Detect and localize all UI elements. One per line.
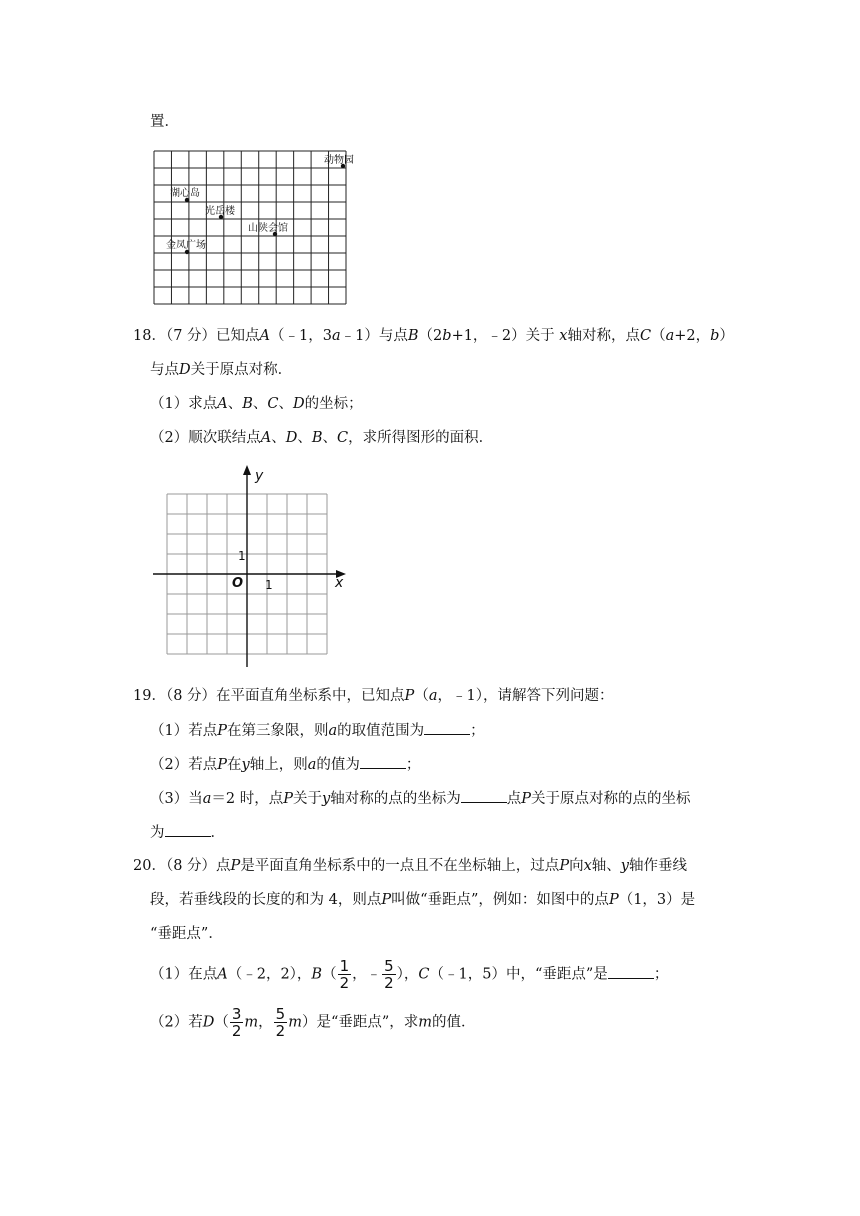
zoo-label: 动物园 — [324, 155, 354, 166]
q19-sub3-cont: 为 ． — [150, 822, 225, 843]
q20-line1: 20．（8 分）点P是平面直角坐标系中的一点且不在坐标轴上，过点P向x轴、y轴作垂线 — [133, 858, 687, 874]
scenic-map-grid — [150, 148, 356, 308]
fraction-five-halves-2: $\frac{5}{2}$ — [275, 1005, 286, 1040]
fraction-one-half: $\frac{1}{2}$ — [339, 957, 350, 992]
museum-label: 山陕会馆 — [248, 223, 288, 234]
y-tick-label: 1 — [238, 549, 246, 563]
q20-line2: 段，若垂线段的长度的和为 4，则点P叫做“垂距点”，例如：如图中的点P（1，3）是 — [150, 892, 696, 908]
q19-sub2: （2）若点P在y轴上，则a的值为 ； — [150, 754, 420, 775]
plaza-label: 金凤广场 — [166, 240, 206, 251]
q20-sub1: （1）在点A（﹣2，2），B（ $\frac{1}{2}$ ，﹣ $\frac{5}{2}$ ），C（﹣1，5）中，“垂距点”是 ； — [150, 957, 669, 992]
x-tick-label: 1 — [265, 578, 273, 592]
q19-sub3: （3）当a＝2 时，点P关于y轴对称的点的坐标为 点P关于原点对称的点的坐标 — [150, 788, 690, 809]
answer-blank[interactable] — [424, 720, 470, 735]
answer-blank[interactable] — [608, 964, 654, 979]
fraction-three-halves: $\frac{3}{2}$ — [231, 1005, 242, 1040]
q19-line1: 19．（8 分）在平面直角坐标系中，已知点P（a，﹣1），请解答下列问题： — [133, 688, 614, 704]
q18-sub2: （2）顺次联结点A、D、B、C，求所得图形的面积． — [150, 430, 494, 446]
q18-sub1: （1）求点A、B、C、D的坐标； — [150, 396, 363, 412]
continued-text: 置． — [150, 114, 179, 130]
origin-label: O — [232, 576, 244, 591]
answer-blank[interactable] — [360, 754, 406, 769]
answer-blank[interactable] — [461, 788, 507, 803]
y-axis-arrow — [243, 465, 251, 475]
q18-line1: 18．（7 分）已知点A（﹣1，3a﹣1）与点B（2b+1，﹣2）关于 x轴对称，点C（a+2，b） — [133, 328, 734, 344]
q20-sub2: （2）若D（ $\frac{3}{2}$ m， $\frac{5}{2}$ m）是“垂距点”，求m的值． — [150, 1005, 476, 1040]
y-axis-label: y — [255, 468, 264, 484]
tower-label: 光岳楼 — [205, 206, 235, 217]
coordinate-grid — [150, 462, 360, 672]
x-axis-label: x — [335, 575, 344, 591]
q20-line3: “垂距点”． — [150, 926, 223, 942]
lake-label: 湖心岛 — [170, 188, 200, 199]
q19-sub1: （1）若点P在第三象限，则a的取值范围为 ； — [150, 720, 485, 741]
answer-blank[interactable] — [165, 822, 211, 837]
q18-line2: 与点D关于原点对称． — [150, 362, 293, 378]
fraction-five-halves: $\frac{5}{2}$ — [384, 957, 394, 992]
